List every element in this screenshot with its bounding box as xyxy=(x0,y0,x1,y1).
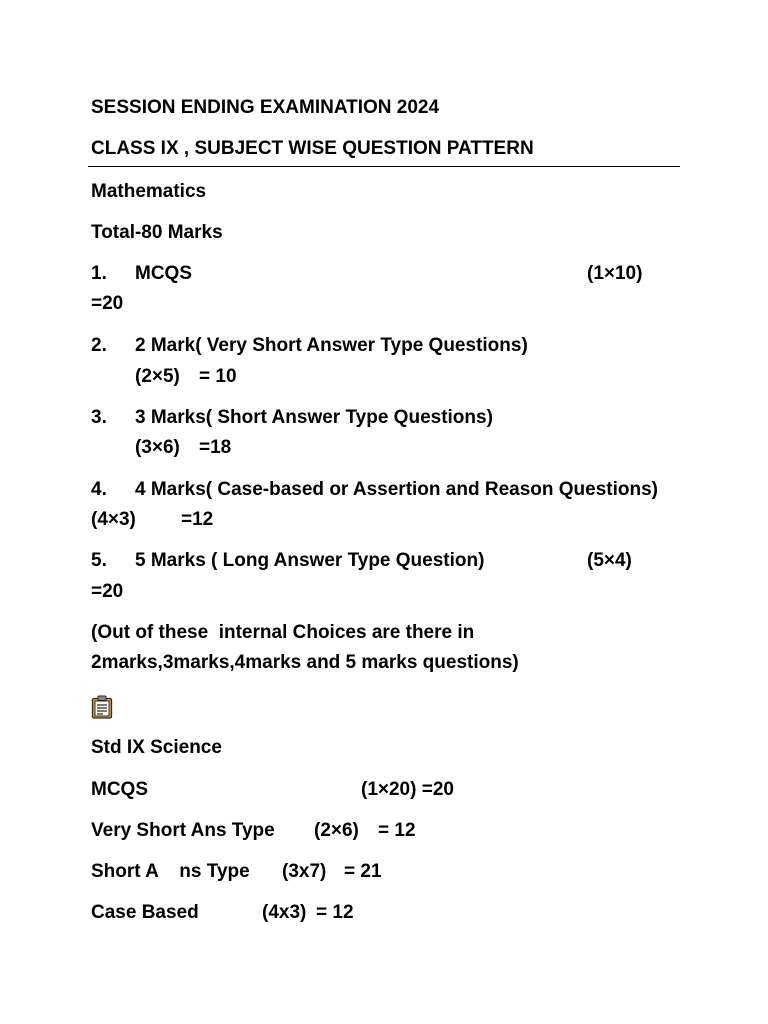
item-marks: (1×10) xyxy=(587,263,643,284)
clipboard-icon xyxy=(91,695,113,719)
item-number: 1. xyxy=(91,263,107,284)
science-row-result: = 21 xyxy=(344,861,382,882)
science-row-result: = 12 xyxy=(316,902,354,923)
item-number: 3. xyxy=(91,407,107,428)
item-text: 3 Marks( Short Answer Type Questions) xyxy=(135,407,493,428)
science-row-label: Short A ns Type xyxy=(91,861,250,882)
item-result: = 10 xyxy=(199,366,237,387)
item-text: 4 Marks( Case-based or Assertion and Reason Questions) xyxy=(135,479,659,500)
item-result: =20 xyxy=(91,293,124,314)
exam-subtitle: CLASS IX , SUBJECT WISE QUESTION PATTERN xyxy=(91,138,534,159)
science-row-marks: (4x3) xyxy=(262,902,307,923)
item-marks: (5×4) xyxy=(587,550,632,571)
science-row-label: Very Short Ans Type xyxy=(91,820,275,841)
item-number: 5. xyxy=(91,550,107,571)
item-marks: (2×5) xyxy=(135,366,180,387)
maths-total: Total-80 Marks xyxy=(91,222,223,243)
exam-title: SESSION ENDING EXAMINATION 2024 xyxy=(91,97,440,118)
science-row-marks: (1×20) =20 xyxy=(361,779,454,800)
science-row-marks: (2×6) xyxy=(314,820,359,841)
item-text: 5 Marks ( Long Answer Type Question) xyxy=(135,550,485,571)
science-row-label: Case Based xyxy=(91,902,199,923)
science-row-result: = 12 xyxy=(378,820,416,841)
item-marks: (3×6) xyxy=(135,437,180,458)
divider xyxy=(88,166,680,167)
item-marks: (4×3) xyxy=(91,509,136,530)
item-number: 2. xyxy=(91,335,107,356)
item-number: 4. xyxy=(91,479,107,500)
note-line: (Out of these internal Choices are there in xyxy=(91,622,475,643)
science-row-marks: (3x7) xyxy=(282,861,327,882)
item-result: =12 xyxy=(181,509,214,530)
item-result: =20 xyxy=(91,581,124,602)
subject-science: Std IX Science xyxy=(91,737,222,758)
item-text: 2 Mark( Very Short Answer Type Questions) xyxy=(135,335,528,356)
subject-maths: Mathematics xyxy=(91,181,207,202)
note-line: 2marks,3marks,4marks and 5 marks questions) xyxy=(91,652,519,673)
item-result: =18 xyxy=(199,437,232,458)
science-row-label: MCQS xyxy=(91,779,148,800)
item-text: MCQS xyxy=(135,263,192,284)
